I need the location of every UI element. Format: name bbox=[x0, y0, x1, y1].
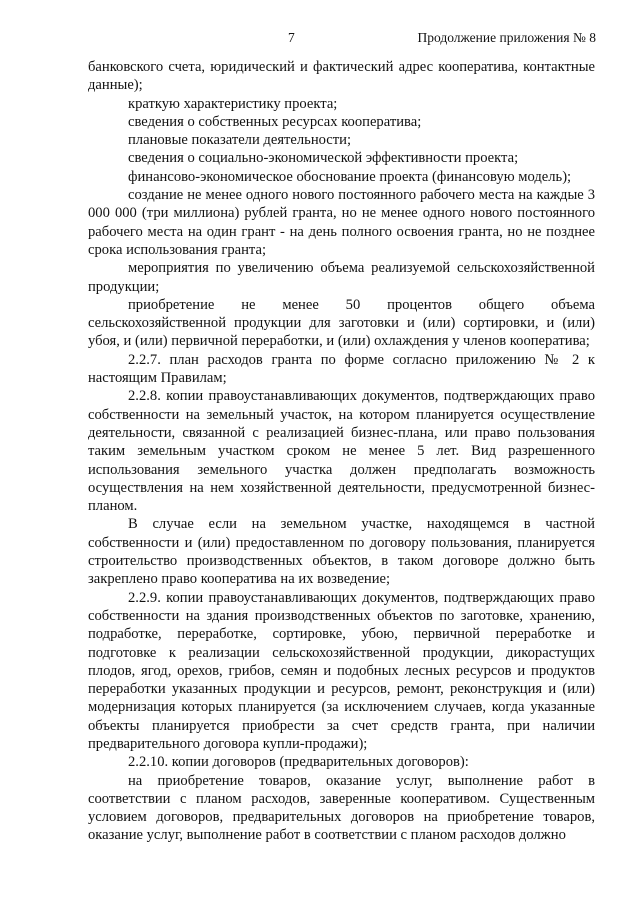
paragraph: приобретение не менее 50 процентов общего объема сельскохозяйственной продукции для заготовки и (или) сортировки, и (или) убоя, и (или) первичной переработки, и (или) охлаждения у членов кооператива; bbox=[88, 296, 595, 350]
paragraph: 2.2.7. план расходов гранта по форме согласно приложению № 2 к настоящим Правилам; bbox=[88, 351, 595, 387]
paragraph: финансово-экономическое обоснование проекта (финансовую модель); bbox=[128, 168, 572, 185]
page-number: 7 bbox=[288, 30, 295, 45]
paragraph: В случае если на земельном участке, находящемся в частной собственности и (или) предоставленном по договору пользования, планируется строительство производственных объектов, в таком договоре должно быть закреплено право кооператива на их возведение; bbox=[88, 516, 595, 588]
paragraph: на приобретение товаров, оказание услуг, выполнение работ в соответствии с планом расходов, заверенные кооперативом. Существенным условием договоров, предварительных договоров на приобретение товаров, оказание услуг, выполнение работ в соответствии с планом расходов должно bbox=[88, 772, 595, 844]
running-head: Продолжение приложения № 8 bbox=[417, 30, 596, 45]
paragraph: мероприятия по увеличению объема реализуемой сельскохозяйственной продукции; bbox=[88, 260, 595, 295]
paragraph: 2.2.8. копии правоустанавливающих документов, подтверждающих право собственности на земельный участок, на котором планируется осуществление деятельности, связанной с реализацией бизнес-плана, или право пользования таким земельным участком сроком не менее 5 лет. Вид разрешенного использования земельного участка должен предполагать возможность осуществления на нем хозяйственной деятельности, предусмотренной бизнес-планом. bbox=[88, 388, 595, 515]
paragraph: 2.2.10. копии договоров (предварительных договоров): bbox=[128, 754, 469, 771]
paragraph: 2.2.9. копии правоустанавливающих документов, подтверждающих право собственности на здания производственных объектов по заготовке, хранению, подработке, переработке, сортировке, убою, первичной переработке и подготовке к реализации сельскохозяйственной продукции, дикорастущих плодов, ягод, орехов, грибов, семян и подобных лесных ресурсов и продуктов переработки указанных продукции и ресурсов, ремонт, реконструкция и (или) модернизация которых планируется (за исключением случаев, когда указанные объекты планируется приобрести за счет средств гранта, при наличии предварительного договора купли-продажи); bbox=[88, 589, 595, 752]
paragraph: сведения о социально-экономической эффективности проекта; bbox=[128, 150, 519, 167]
paragraph: краткую характеристику проекта; bbox=[128, 95, 338, 112]
document-body bbox=[88, 58, 595, 845]
paragraph: создание не менее одного нового постоянного рабочего места на каждые 3 000 000 (три миллиона) рублей гранта, но не менее одного нового постоянного рабочего места на один грант - на день полного освоения гранта, но не позднее срока использования гранта; bbox=[88, 187, 595, 258]
paragraph: плановые показатели деятельности; bbox=[128, 132, 352, 149]
paragraph: сведения о собственных ресурсах кооператива; bbox=[128, 113, 422, 130]
paragraph: банковского счета, юридический и фактический адрес кооператива, контактные данные); bbox=[88, 59, 595, 94]
